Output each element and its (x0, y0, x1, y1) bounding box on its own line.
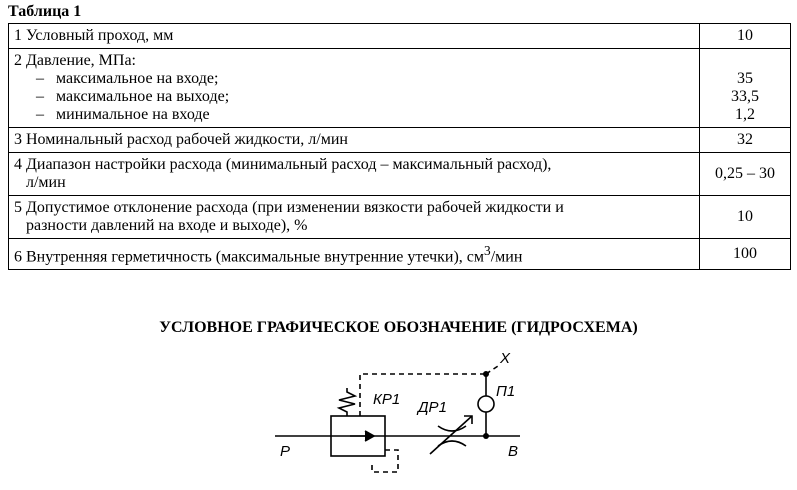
table-row (9, 49, 791, 128)
param-line: л/мин (26, 174, 66, 191)
sub-item (14, 88, 694, 106)
superscript: 3 (484, 243, 491, 258)
param-heading: 2 Давление, МПа: (14, 52, 136, 69)
param-cell: 3 Номинальный расход рабочей жидкости, л/мин (9, 128, 700, 153)
table-row (9, 128, 791, 153)
label-b: B (508, 443, 519, 460)
param-cell (9, 49, 700, 128)
sub-value: 33,5 (731, 88, 759, 105)
table-row (9, 153, 791, 196)
param-text: 6 Внутренняя герметичность (максимальные внутренние утечки), см (14, 248, 485, 266)
sub-value: 35 (737, 70, 753, 87)
param-line: 5 Допустимое отклонение расхода (при изменении вязкости рабочей жидкости и (14, 199, 564, 216)
sub-item (14, 70, 694, 88)
sub-label: максимальное на входе; (56, 70, 219, 87)
label-kp1: КР1 (373, 391, 401, 408)
throttle-icon (438, 426, 466, 431)
junction-dot (483, 371, 489, 377)
dash: – (36, 70, 44, 87)
sub-label: минимальное на входе (56, 106, 210, 123)
table-row (9, 196, 791, 239)
dash: – (36, 88, 44, 105)
param-line: 4 Диапазон настройки расхода (минимальный расход – максимальный расход), (14, 156, 552, 173)
value-cell (700, 49, 791, 128)
scheme-title: УСЛОВНОЕ ГРАФИЧЕСКОЕ ОБОЗНАЧЕНИЕ (ГИДРОСХЕМА) (159, 319, 638, 336)
param-cell (9, 196, 700, 239)
sub-label: максимальное на выходе; (56, 88, 230, 105)
sub-item (14, 106, 694, 124)
hydraulic-scheme (0, 340, 797, 490)
param-text: /мин (490, 248, 523, 266)
label-dr1: ДР1 (418, 399, 447, 416)
gauge-icon (478, 396, 494, 412)
sub-value: 1,2 (735, 106, 755, 123)
value-cell: 10 (700, 24, 791, 49)
table-row (9, 239, 791, 270)
param-cell (9, 153, 700, 196)
adjust-arrow (430, 416, 472, 454)
table-row (9, 24, 791, 49)
junction-dot (483, 433, 489, 439)
param-cell (9, 239, 700, 270)
param-line: разности давлений на входе и выходе), % (26, 217, 308, 234)
value-cell: 10 (700, 196, 791, 239)
param-cell: 1 Условный проход, мм (9, 24, 700, 49)
spec-table (8, 23, 791, 270)
dash: – (36, 106, 44, 123)
label-p: P (280, 443, 291, 460)
table-title: Таблица 1 (8, 3, 82, 20)
value-cell: 32 (700, 128, 791, 153)
value-cell: 100 (700, 239, 791, 270)
spring-icon (339, 388, 355, 416)
valve-arrowhead (365, 431, 374, 441)
value-cell: 0,25 – 30 (700, 153, 791, 196)
label-p1: П1 (496, 383, 516, 400)
label-x: X (500, 350, 511, 367)
